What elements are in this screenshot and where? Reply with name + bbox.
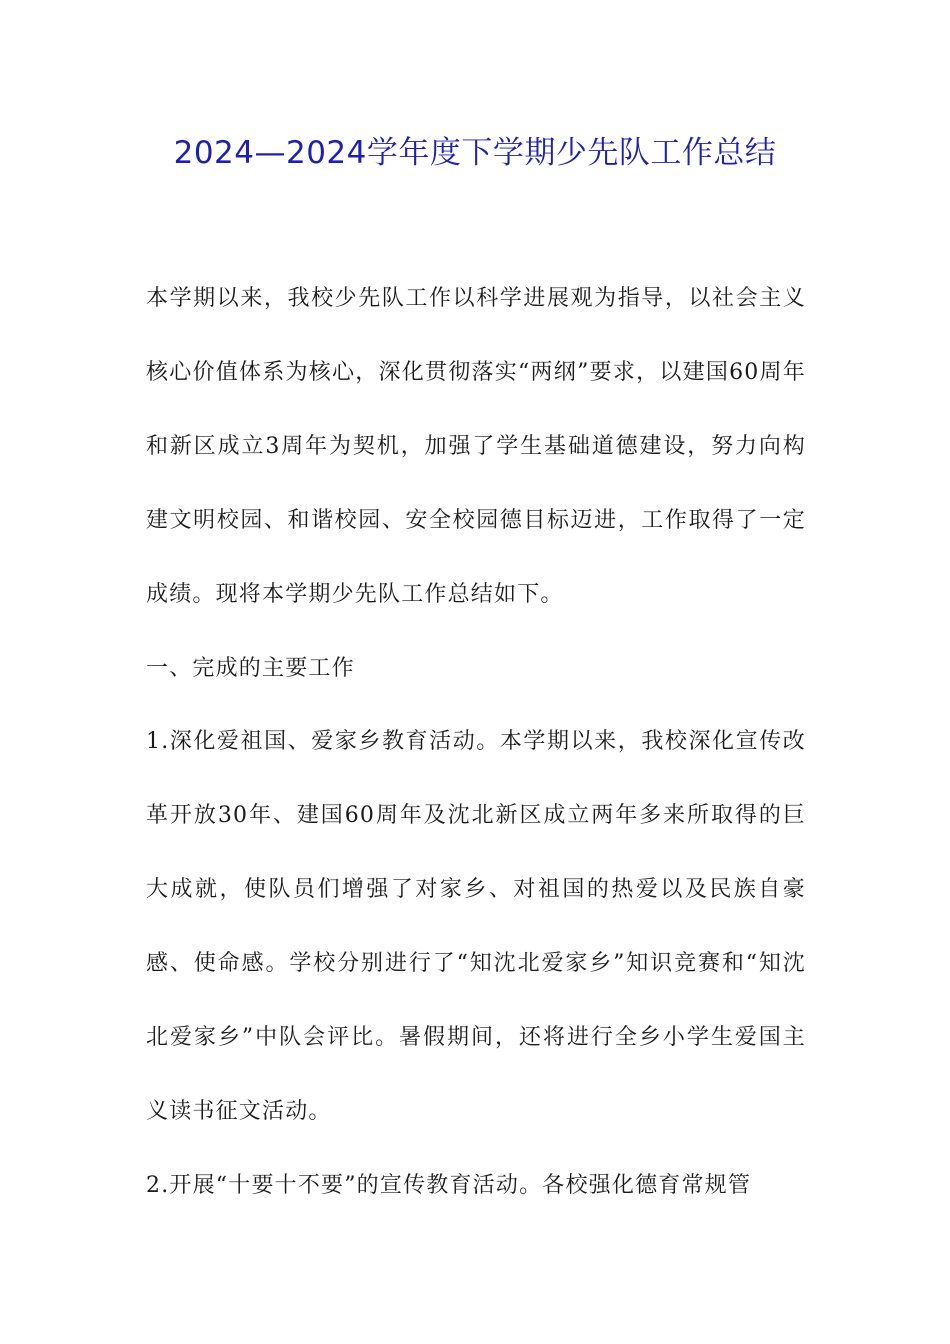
item-paragraph-1: 1.深化爱祖国、爱家乡教育活动。本学期以来，我校深化宣传改革开放30年、建国60周年及沈北新区成立两年多来所取得的巨大成就，使队员们增强了对家乡、对祖国的热爱以及民族自豪感、使命感。学校分别进行了“知沈北爱家乡”知识竞赛和“知沈北爱家乡”中队会评比。暑假期间，还将进行全乡小学生爱国主义读书征文活动。	[146, 729, 806, 1124]
section-heading: 一、完成的主要工作	[146, 655, 355, 681]
item-paragraph-2: 2.开展“十要十不要”的宣传教育活动。各校强化德育常规管	[146, 1172, 752, 1198]
document-title: 2024—2024学年度下学期少先队工作总结	[173, 135, 777, 171]
document-body	[146, 262, 806, 1223]
intro-paragraph: 本学期以来，我校少先队工作以科学进展观为指导，以社会主义核心价值体系为核心，深化贯彻落实“两纲”要求，以建国60周年和新区成立3周年为契机，加强了学生基础道德建设，努力向构建文明校园、和谐校园、安全校园德目标迈进，工作取得了一定成绩。现将本学期少先队工作总结如下。	[146, 286, 806, 607]
